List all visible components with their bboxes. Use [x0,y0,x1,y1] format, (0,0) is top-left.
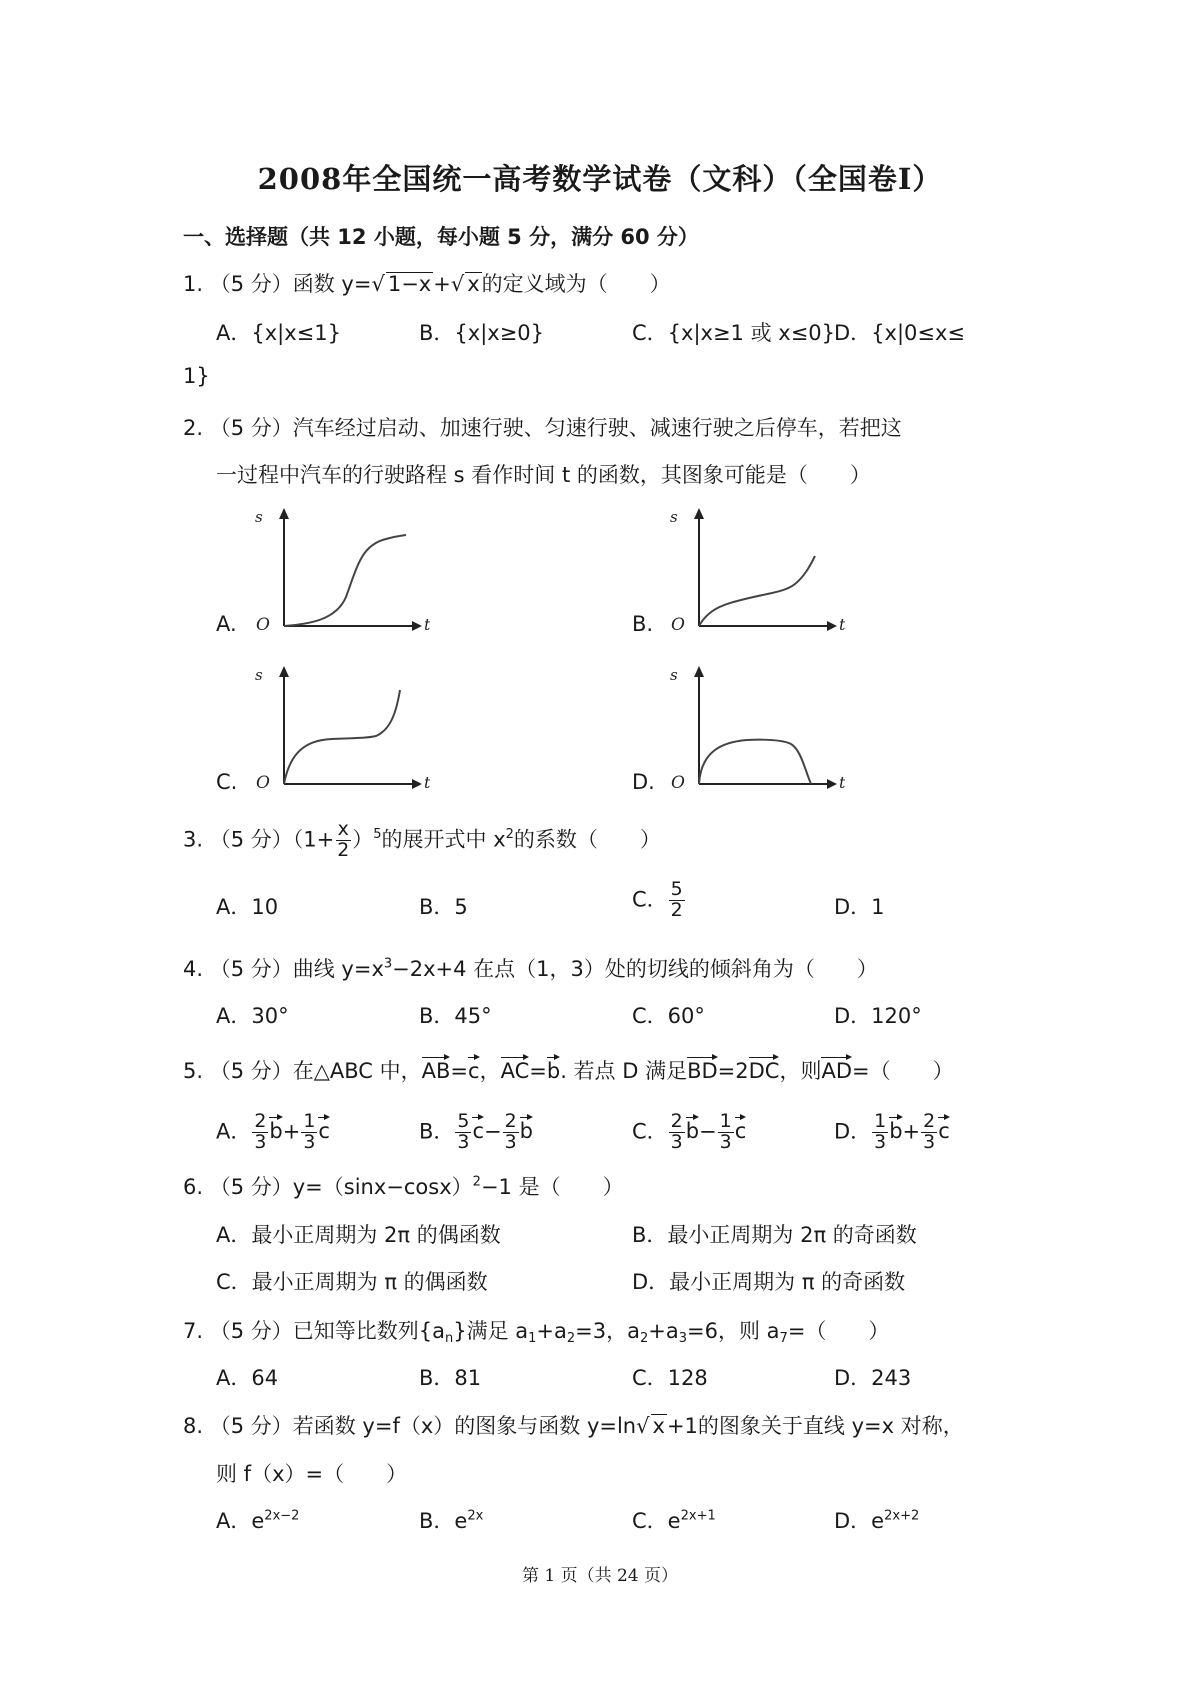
q6-option-b: B．最小正周期为 2π 的奇函数 [632,1223,917,1247]
vector-ac: AC [501,1054,530,1083]
vector-ab: AB [422,1054,451,1083]
subscript: 1 [528,1330,537,1346]
q1-option-b: B．{x|x≥0} [419,321,545,345]
fraction [252,1112,268,1153]
q7-option-b: B．81 [419,1366,482,1390]
question-7-stem [183,1315,889,1345]
q5-mid: . 若点 D 满足 [560,1059,688,1083]
q7-option-c: C．128 [632,1366,708,1390]
y-axis-arrow-icon [279,666,289,677]
q6-suffix: −1 是（ ） [480,1175,624,1199]
frac-den: 3 [719,1130,732,1153]
x-axis-arrow-icon [412,779,422,789]
q2-curve-d [699,740,811,784]
q2-curve-a [284,535,406,626]
s-axis-label: s [255,508,263,526]
s-axis-label: s [670,666,678,684]
q6-option-c: C．最小正周期为 π 的偶函数 [216,1270,488,1294]
q6-option-d: D．最小正周期为 π 的奇函数 [632,1270,906,1294]
frac-num: 1 [874,1110,887,1132]
fraction [669,1112,685,1153]
frac-den: 3 [923,1130,936,1153]
q2-option-c-label: C. [216,770,238,794]
q4-rest: −2x+4 在点（1，3）处的切线的倾斜角为（ ） [392,957,878,981]
page-title: 2008年全国统一高考数学试卷（文科）（全国卷Ⅰ） [257,162,943,196]
q8-option-a [216,1505,299,1535]
q2-option-a-label: A. [216,612,237,636]
q1-radicand-2: x [467,272,480,296]
frac-den: 3 [670,1130,683,1153]
fraction [503,1112,519,1153]
q3-c-den: 2 [670,898,683,921]
option-label: B．e [419,1509,468,1533]
q8-option-b [419,1505,483,1535]
vector-term: b [686,1114,699,1143]
frac-num: 2 [254,1110,267,1132]
fraction [872,1112,888,1153]
vector-term: b [269,1114,282,1143]
frac-num: 1 [719,1110,732,1132]
vector-bd: BD [687,1054,718,1083]
question-6-stem [183,1171,624,1201]
q4-option-c: C．60° [632,1004,705,1028]
q2-option-d-label: D. [632,770,655,794]
s-axis-label: s [670,508,678,526]
question-1-stem [183,268,671,298]
q7-option-a: A．64 [216,1366,279,1390]
option-label: B． [419,1119,455,1144]
option-label: D．e [834,1509,885,1533]
q1-plus: + [433,272,451,296]
q7-prefix: 7. （5 分）已知等比数列{a [183,1319,445,1343]
origin-label: O [671,615,685,635]
q7-option-d: D．243 [834,1366,912,1390]
option-label: A． [216,1119,252,1144]
question-3-stem [183,820,661,861]
q5-option-b [419,1112,533,1153]
q3-mid: 的展开式中 x [381,827,506,852]
subscript: 2 [566,1330,576,1346]
q2-graph-a [250,502,430,637]
subscript: n [444,1330,454,1346]
vector-term: b [889,1114,902,1143]
q3-frac-den: 2 [337,838,350,861]
option-label: A．e [216,1509,265,1533]
vector-ad: AD [821,1054,852,1083]
q5-comma: ， [479,1059,501,1083]
q3-close: ） [352,827,374,852]
vector-term: b [520,1114,533,1143]
t-axis-label: t [839,615,845,634]
q5-eq-2: =2 [717,1059,749,1083]
option-label: D． [834,1119,872,1144]
operator: − [484,1119,502,1144]
q5-end: =（ ） [852,1059,954,1083]
fraction [921,1112,937,1153]
q1-radicand-1: 1−x [387,272,432,296]
t-axis-label: t [424,615,430,634]
q8-radicand: x [652,1414,665,1438]
radical-sign: √ [450,272,465,296]
y-axis-arrow-icon [694,666,704,677]
q4-option-a: A．30° [216,1004,289,1028]
frac-num: 2 [670,1110,683,1132]
frac-den: 3 [254,1130,267,1153]
q5-option-a [216,1112,330,1153]
q5-then: ，则 [779,1059,822,1083]
frac-num: 2 [923,1110,936,1132]
question-2-line-2: 一过程中汽车的行驶路程 s 看作时间 t 的函数，其图象可能是（ ） [216,463,871,487]
q3-frac-num: x [337,818,349,840]
q5-prefix: 5. （5 分）在△ABC 中， [183,1059,422,1083]
y-axis-arrow-icon [694,508,704,519]
operator: + [902,1119,921,1144]
q7-text: }满足 a [453,1319,529,1343]
q3-c-num: 5 [670,878,683,900]
origin-label: O [256,773,270,793]
frac-num: 2 [504,1110,517,1132]
q3-option-b: B．5 [419,895,468,919]
s-axis-label: s [255,666,263,684]
q3-exponent: 5 [373,826,382,842]
frac-den: 3 [874,1130,887,1153]
q3-option-d: D．1 [834,895,885,919]
q5-option-d [834,1112,950,1153]
q6-prefix: 6. （5 分）y=（sinx−cosx） [183,1175,473,1199]
frac-den: 3 [457,1130,470,1153]
x-axis-arrow-icon [827,621,837,631]
t-axis-label: t [839,773,845,792]
subscript: 2 [640,1330,649,1346]
exponent: 2x+2 [884,1508,920,1524]
fraction [301,1112,317,1153]
question-8-line-2: 则 f（x）=（ ） [216,1462,408,1486]
subscript: 3 [678,1330,688,1346]
x-axis-arrow-icon [412,621,422,631]
fraction [455,1112,471,1153]
q2-option-b-label: B. [632,612,654,636]
q5-eq: = [450,1059,469,1083]
q1-prefix: 1. （5 分）函数 y= [183,272,372,296]
question-4-stem [183,953,878,983]
q3-option-a: A．10 [216,895,279,919]
option-label: C． [632,1119,668,1144]
q8-suffix: +1的图象关于直线 y=x 对称， [666,1414,964,1438]
question-5-stem [183,1054,954,1085]
radical-sign: √ [636,1414,650,1438]
question-8-stem [183,1410,964,1440]
q1-suffix: 的定义域为（ ） [481,272,671,296]
q3-suffix: 的系数（ ） [513,827,661,852]
q5-option-c [632,1112,746,1153]
vector-c: c [468,1054,480,1083]
q4-option-d: D．120° [834,1004,922,1028]
q1-option-a: A．{x|x≤1} [216,321,341,345]
frac-num: 1 [303,1110,316,1132]
q2-curve-c [284,690,400,784]
vector-term: c [472,1114,484,1143]
q3-fraction [335,820,351,861]
q2-graph-c [250,660,430,795]
question-2-line-1: 2. （5 分）汽车经过启动、加速行驶、匀速行驶、减速行驶之后停车，若把这 [183,416,902,440]
q8-option-d [834,1505,919,1535]
q4-option-b: B．45° [419,1004,492,1028]
q3-exponent-2: 2 [505,826,514,842]
q2-graph-b [665,502,845,637]
q1-option-d: D．{x|0≤x≤ [834,321,966,345]
q2-curve-b [699,556,815,626]
q6-exponent: 2 [472,1174,481,1190]
q7-text: =3，a [575,1319,640,1343]
operator: + [282,1119,301,1144]
q3-option-c [632,880,686,921]
q5-eq: = [529,1059,547,1083]
q4-prefix: 4. （5 分）曲线 y=x [183,957,384,981]
exponent: 2x+1 [680,1508,716,1524]
q3-prefix: 3. （5 分）（1+ [183,827,335,852]
origin-label: O [671,773,685,793]
vector-term: c [938,1114,950,1143]
q8-prefix: 8. （5 分）若函数 y=f（x）的图象与函数 y=ln [183,1414,637,1438]
t-axis-label: t [424,773,430,792]
q7-end: =（ ） [787,1319,890,1343]
frac-den: 3 [303,1130,316,1153]
vector-dc: DC [749,1054,780,1083]
q7-text: =6，则 a [687,1319,780,1343]
vector-b: b [547,1054,560,1083]
q4-exponent: 3 [383,956,393,972]
subscript: 7 [779,1330,788,1346]
q7-text: +a [648,1319,679,1343]
frac-den: 3 [504,1130,517,1153]
q1-option-d-wrap: 1} [183,364,210,388]
fraction [718,1112,734,1153]
frac-num: 5 [457,1110,470,1132]
x-axis-arrow-icon [827,779,837,789]
page-footer: 第 1 页（共 24 页） [521,1566,679,1586]
vector-term: c [318,1114,330,1143]
exponent: 2x [467,1508,484,1524]
y-axis-arrow-icon [279,508,289,519]
q6-option-a: A．最小正周期为 2π 的偶函数 [216,1223,501,1247]
q3-option-c-fraction [669,880,685,921]
q7-text: +a [536,1319,567,1343]
q3-option-c-label: C． [632,887,668,912]
operator: − [699,1119,717,1144]
origin-label: O [256,615,270,635]
section-heading: 一、选择题（共 12 小题，每小题 5 分，满分 60 分） [183,225,699,249]
q8-option-c [632,1505,716,1535]
q2-graph-d [665,660,845,795]
vector-term: c [735,1114,747,1143]
exponent: 2x−2 [264,1508,300,1524]
q1-option-c: C．{x|x≥1 或 x≤0} [632,321,836,345]
radical-sign: √ [371,272,385,296]
option-label: C．e [632,1509,681,1533]
